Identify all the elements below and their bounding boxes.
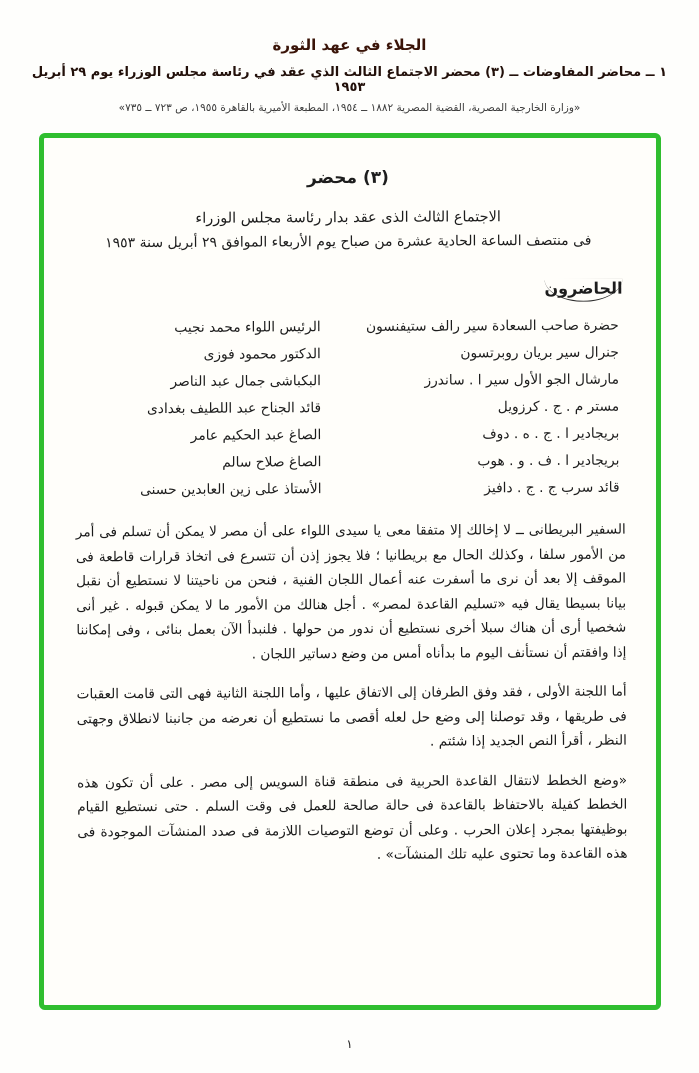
- chapter-heading-line: ١ ــ محاضر المفاوضات ــ (٣) محضر الاجتماع الثالث الذي عقد في رئاسة مجلس الوزراء يوم ٢٩ أبريل ١٩٥٣: [31, 65, 668, 95]
- page-header: [0, 0, 699, 114]
- attendee-row: [83, 399, 619, 418]
- attendee-british: بريجادير ا . ف . و . هوب: [477, 452, 620, 470]
- attendee-row: [83, 426, 619, 445]
- minutes-paragraph-3: «وضع الخطط لانتقال القاعدة الحربية فى منطقة قناة السويس إلى مصر . على أن تكون هذه الخطط كفيلة بالاحتفاظ بالقاعدة فى حالة صالحة للعمل فى وقت السلم . حتى نستطيع القيام بوظيفتها بمجرد إعلان الحرب . وعلى أن توضع التوصيات اللازمة فى صدد المنشآت الموجودة فى هذه القاعدة وما تحتوى عليه تلك المنشآت» .: [77, 772, 628, 863]
- attendees-list: [83, 318, 620, 499]
- page-number: ١: [346, 1037, 353, 1051]
- minutes-body: [76, 518, 628, 869]
- source-citation: «وزارة الخارجية المصرية، القضية المصرية ١٨٨٢ ــ ١٩٥٤، المطبعة الأميرية بالقاهرة ١٩٥٥، ص ٧٢٣ ــ ٧٣٥»: [118, 102, 581, 114]
- attendee-british: مارشال الجو الأول سير ا . ساندرز: [424, 371, 620, 389]
- attendee-row: [84, 480, 620, 499]
- minutes-heading: (٣) محضر: [306, 167, 389, 189]
- session-place-line: الاجتماع الثالث الذى عقد بدار رئاسة مجلس الوزراء: [195, 209, 501, 227]
- minutes-paragraph-2: أما اللجنة الأولى ، فقد وفق الطرفان إلى الاتفاق عليها ، وأما اللجنة الثانية فهى التى قامت العقبات فى طريقها ، وقد توصلنا إلى وضع حل لعله أقصى ما نستطيع أن نعرضه من جانبنا لانطلاق وجهتى النظر ، أقرأ النص الجديد إذا شئتم .: [76, 683, 627, 750]
- attendees-heading: الحاضرون: [544, 279, 622, 302]
- attendee-egyptian: الدكتور محمود فوزى: [203, 346, 321, 363]
- attendee-row: [83, 345, 619, 364]
- attendee-row: [83, 318, 619, 337]
- session-time-line: فى منتصف الساعة الحادية عشرة من صباح يوم الأربعاء الموافق ٢٩ أبريل سنة ١٩٥٣: [105, 232, 592, 252]
- attendee-egyptian: الرئيس اللواء محمد نجيب: [174, 319, 321, 336]
- book-title: الجلاء في عهد الثورة: [272, 36, 427, 54]
- scanned-document-frame: [39, 133, 661, 1010]
- attendee-egyptian: قائد الجناح عبد اللطيف بغدادى: [146, 400, 322, 418]
- attendee-british: بريجادير ا . ج . ه . دوف: [482, 425, 620, 443]
- attendee-british: مستر م . ج . كرزويل: [497, 398, 620, 416]
- scanned-document-content: [42, 136, 659, 1006]
- attendee-row: [83, 453, 619, 472]
- attendee-egyptian: الصاغ صلاح سالم: [222, 454, 322, 471]
- attendee-egyptian: البكباشى جمال عبد الناصر: [170, 373, 322, 390]
- attendee-egyptian: الأستاذ على زين العابدين حسنى: [140, 481, 322, 499]
- attendee-row: [83, 372, 619, 391]
- minutes-paragraph-1: السفير البريطانى ــ لا إخالك إلا متفقا معى يا سيدى اللواء على أن مصر لا يمكن أن تسلم فى أمر من الأمور سلفا ، وكذلك الحال مع بريطانيا ؛ فلا يجوز إذن أن تتسرع فى اتخاذ قرارات قاطعة فى الموقف إلا بعد أن نرى ما أسفرت عنه أعمال اللجان الفنية ، فنحن من ناحيتنا لا نستطيع أن نقبل بيانا بسيطا يقال فيه «تسليم القاعدة لمصر» . أجل هنالك من الأمور ما لا يمكن قبوله . غير أنى شخصيا أرى أن هناك سبلا أخرى نستطيع أن ندور من حولها . فلنبدأ الآن بعمل بنائى ، وفى إمكاننا إذا وافقتم أن نستأنف اليوم ما بدأناه أمس من وضع دساتير اللجان .: [75, 521, 627, 663]
- attendee-british: حضرة صاحب السعادة سير رالف ستيفنسون: [365, 317, 619, 335]
- attendee-british: قائد سرب ج . ج . دافيز: [484, 479, 620, 497]
- attendee-egyptian: الصاغ عبد الحكيم عامر: [190, 427, 322, 444]
- attendee-british: جنرال سير بريان روبرتسون: [460, 344, 619, 362]
